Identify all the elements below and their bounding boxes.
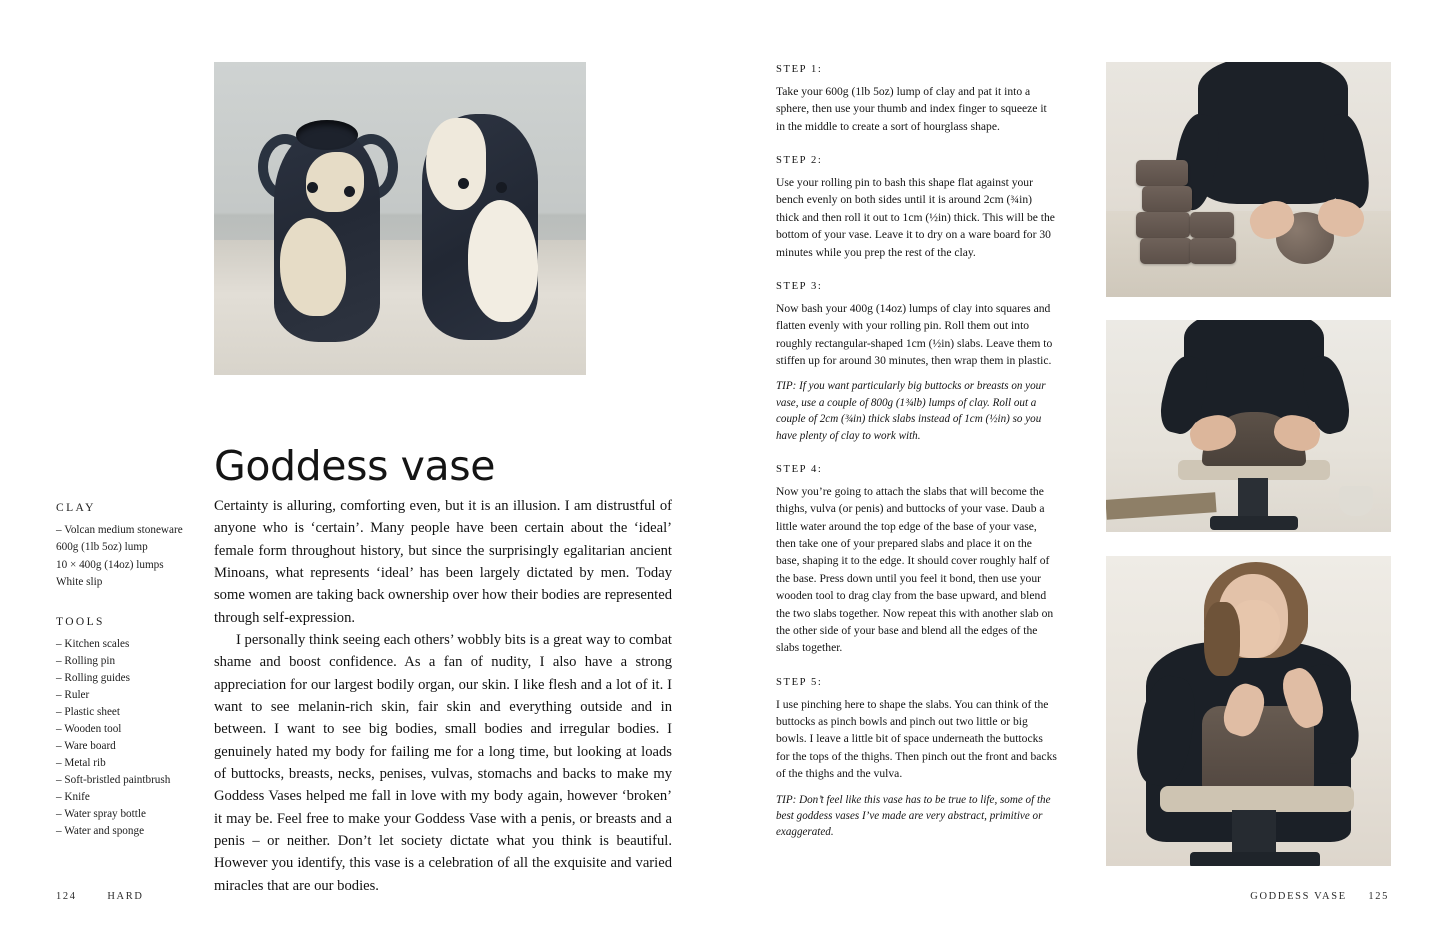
clay-brick	[1142, 186, 1192, 212]
step-3-label: STEP 3:	[776, 280, 823, 292]
list-item: – Plastic sheet	[56, 706, 121, 719]
step-photo-clay-bricks	[1106, 62, 1391, 297]
vase-left-opening	[296, 120, 358, 150]
list-item: – Wooden tool	[56, 723, 122, 736]
step-1	[776, 62, 1058, 135]
clay-heading: CLAY	[56, 502, 96, 514]
step-2-label: STEP 2:	[776, 155, 823, 167]
step-5-text: I use pinching here to shape the slabs. You can think of the buttocks as pinch bowls and pinch out two little or big bowls. I leave a little bit of space underneath the buttocks for the tops of the thighs. Then pinch out the front and backs of the thighs and the vulva.	[776, 697, 1057, 781]
vase-right-detail-b	[496, 182, 507, 193]
vase-right-detail-a	[458, 178, 469, 189]
vase-right	[412, 104, 550, 344]
list-item: – Soft-bristled paintbrush	[56, 774, 171, 787]
list-item: – Rolling pin	[56, 655, 116, 668]
footer-right	[1250, 891, 1389, 902]
step-4-text: Now you’re going to attach the slabs that will become the thighs, vulva (or penis) and buttocks of your vase. Daub a little water around the top edge of the base of your vase, then take one of your prepared slabs and place it on the base, shaping it to the edge. It should cover roughly half of the base. Press down until you feel it bond, then use your wooden tool to drag clay from the base upward, and blend the two slabs together. Now repeat this with another slab on the other side of your base and blend all the edges of the slabs together.	[776, 484, 1054, 655]
clay-brick	[1140, 238, 1192, 264]
step-1-text: Take your 600g (1lb 5oz) lump of clay and pat it into a sphere, then use your thumb and index finger to squeeze it in the middle to create a sort of hourglass shape.	[776, 84, 1047, 133]
clay-brick	[1190, 212, 1234, 238]
step-4-label: STEP 4:	[776, 463, 823, 475]
step-3-tip: TIP: If you want particularly big buttocks or breasts on your vase, use a couple of 800g (1¾lb) lumps of clay. Roll out a couple of 2cm (¾in) thick slabs instead of 1cm (½in) so you have plenty of clay to work with.	[776, 380, 1046, 442]
intro-body-text	[214, 495, 672, 897]
step-2	[776, 153, 1058, 261]
step-5	[776, 675, 1058, 841]
clay-brick	[1136, 212, 1190, 238]
list-item: – Rolling guides	[56, 672, 130, 685]
list-item: White slip	[56, 575, 103, 588]
step-4	[776, 462, 1058, 657]
footer-spacer	[1351, 891, 1364, 902]
list-item: – Water spray bottle	[56, 808, 146, 821]
page-number-right: 125	[1368, 891, 1389, 902]
steps-column	[776, 62, 1058, 852]
section-label-right: GODDESS VASE	[1250, 891, 1347, 902]
paragraph: I personally think seeing each others’ wobbly bits is a great way to combat shame and boost confidence. As a fan of nudity, I also have a strong appreciation for our largest bodily organ, our skin. I like flesh and a lot of it. I want to see melanin-rich skin, fair skin and everything outside and in between. I want to see big bodies, small bodies and irregular bodies. I genuinely hated my body for failing me for a long time, but looking at loads of buttocks, breasts, necks, penises, vulvas, stomachs and backs to make my Goddess Vases helped me fall in love with my body again, however ‘broken’ it may be. Feel free to make your Goddess Vase with a penis, or breasts and a penis – or neither. Don’t let society dictate what you think is beautiful. However you identify, this vase is a celebration of all the exquisite and varied miracles that are our bodies.	[214, 631, 672, 894]
photo-3-hair-side	[1204, 602, 1240, 676]
vase-left	[252, 110, 402, 342]
hero-photo-goddess-vases	[214, 62, 586, 375]
photo-3-turntable-top	[1160, 786, 1354, 812]
tools-list	[56, 636, 196, 840]
clay-list	[56, 522, 196, 590]
step-1-label: STEP 1:	[776, 64, 823, 75]
left-page	[0, 0, 722, 940]
paragraph: Certainty is alluring, comforting even, but it is an illusion. I am distrustful of anyone who is ‘certain’. Many people have been certain about the ‘ideal’ female form throughout history, but since the surprisingly egalitarian ancient Minoans, what represents ‘ideal’ has been largely dictated by men. Today some women are taking back ownership over how their bodies are represented through self-expression.	[214, 498, 672, 626]
vase-left-detail-a	[307, 182, 318, 193]
list-item: – Knife	[56, 791, 90, 804]
step-5-tip: TIP: Don’t feel like this vase has to be true to life, some of the best goddess vases I’ve made are very abstract, primitive or exaggerated.	[776, 793, 1051, 839]
photo-2-turntable-base	[1210, 516, 1298, 530]
materials-sidebar	[56, 500, 196, 840]
clay-block	[56, 500, 196, 591]
step-2-text: Use your rolling pin to bash this shape flat against your bench evenly on both sides until it is around 2cm (¾in) thick and then roll it out to 1cm (½in) thick. This will be the bottom of your vase. Leave it to dry on a ware board for 30 minutes while you prep the rest of the clay.	[776, 175, 1055, 259]
list-item: 10 × 400g (14oz) lumps	[56, 558, 164, 571]
tools-block	[56, 614, 196, 841]
step-5-label: STEP 5:	[776, 676, 823, 688]
photo-2-water-cup	[1339, 486, 1373, 516]
photo-3-turntable-base	[1190, 852, 1320, 866]
list-item: 600g (1lb 5oz) lump	[56, 541, 148, 554]
vase-right-slip-patch-upper	[426, 118, 486, 210]
vase-left-detail-b	[344, 186, 355, 197]
clay-brick	[1190, 238, 1236, 264]
step-photo-shaping-vase	[1106, 556, 1391, 866]
list-item: – Metal rib	[56, 757, 106, 770]
list-item: – Water and sponge	[56, 825, 145, 838]
list-item: – Volcan medium stoneware	[56, 524, 183, 537]
right-page	[722, 0, 1445, 940]
list-item: – Ruler	[56, 689, 90, 702]
tools-heading: TOOLS	[56, 615, 105, 628]
clay-brick	[1136, 160, 1188, 186]
step-3-text: Now bash your 400g (14oz) lumps of clay into squares and flatten evenly with your rolling pin. Roll them out into roughly rectangular-shaped 1cm (½in) slabs. Leave them to stiffen up for around 30 minutes, then wrap them in plastic.	[776, 301, 1053, 367]
step-photo-flattening-dome	[1106, 320, 1391, 532]
step-3	[776, 279, 1058, 444]
section-label-left: HARD	[107, 891, 144, 902]
page-number-left: 124	[56, 891, 77, 902]
list-item: – Kitchen scales	[56, 638, 130, 650]
list-item: – Ware board	[56, 740, 116, 753]
footer-left	[56, 891, 144, 902]
page-title: Goddess vase	[214, 442, 496, 491]
